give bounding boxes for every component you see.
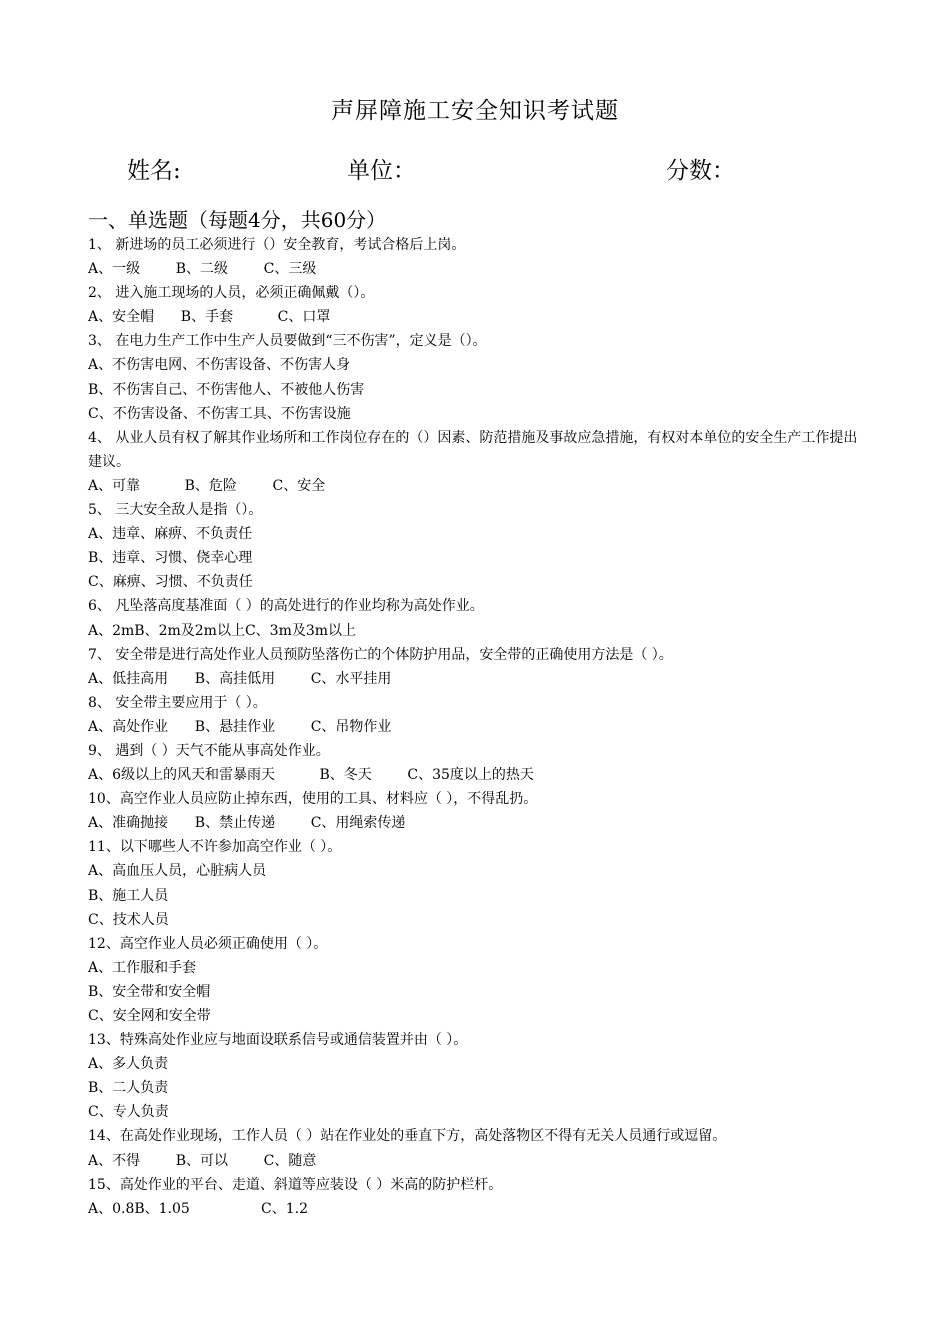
question-item	[88, 643, 868, 691]
name-label: 姓名:	[127, 158, 181, 184]
question-stem: 6、 凡坠落高度基准面（ ）的高处进行的作业均称为高处作业。	[88, 598, 484, 615]
question-options: A、不得 B、可以 C、随意	[88, 1152, 317, 1169]
section-title: 一、单选题（每题4分，共60分）	[88, 208, 387, 232]
question-stem: 1、 新进场的员工必须进行（）安全教育，考试合格后上岗。	[88, 237, 466, 253]
question-item	[88, 233, 868, 281]
question-options: C、专人负责	[88, 1104, 169, 1121]
question-options: A、高处作业 B、悬挂作业 C、吊物作业	[88, 718, 392, 735]
question-stem: 15、高处作业的平台、走道、斜道等应装设（ ）米高的防护栏杆。	[88, 1176, 503, 1193]
question-options: A、低挂高用 B、高挂低用 C、水平挂用	[88, 670, 392, 687]
question-stem: 9、 遇到（ ）天气不能从事高处作业。	[88, 742, 330, 759]
score-label: 分数：	[666, 158, 735, 184]
question-options: A、安全帽 B、手套 C、口罩	[88, 309, 331, 326]
question-item	[88, 594, 868, 642]
question-item	[88, 498, 868, 594]
question-item	[88, 281, 868, 329]
question-item	[88, 739, 868, 787]
question-options: A、违章、麻痹、不负责任	[88, 526, 253, 543]
question-stem: 4、 从业人员有权了解其作业场所和工作岗位存在的（）因素、防范措施及事故应急措施，有权对本单位的安全生产工作提出建议。	[88, 429, 858, 470]
question-stem: 7、 安全带是进行高处作业人员预防坠落伤亡的个体防护用品，安全带的正确使用方法是（ ）。	[88, 646, 673, 663]
question-item	[88, 691, 868, 739]
question-options: C、技术人员	[88, 911, 169, 928]
question-options: A、一级 B、二级 C、三级	[88, 261, 317, 278]
question-options: C、麻痹、习惯、不负责任	[88, 574, 253, 591]
question-stem: 13、特殊高处作业应与地面设联系信号或通信装置并由（ ）。	[88, 1032, 468, 1049]
question-options: A、高血压人员，心脏病人员	[88, 863, 267, 880]
question-stem: 14、在高处作业现场，工作人员（ ）站在作业处的垂直下方，高处落物区不得有无关人员通行或逗留。	[88, 1128, 727, 1145]
question-stem: 11、以下哪些人不许参加高空作业（ ）。	[88, 839, 342, 856]
question-options: A、准确抛接 B、禁止传递 C、用绳索传递	[88, 815, 406, 832]
question-list	[88, 233, 868, 1221]
question-options: B、安全带和安全帽	[88, 983, 211, 1000]
question-options: C、安全网和安全带	[88, 1008, 211, 1024]
question-stem: 8、 安全带主要应用于（ ）。	[88, 694, 267, 711]
question-options: B、不伤害自己、不伤害他人、不被他人伤害	[88, 381, 365, 398]
question-item	[88, 835, 868, 931]
question-options: A、可靠 B、危险 C、安全	[88, 477, 326, 494]
question-options: A、不伤害电网、不伤害设备、不伤害人身	[88, 357, 351, 374]
question-options: B、二人负责	[88, 1080, 169, 1097]
question-stem: 2、 进入施工现场的人员，必须正确佩戴（）。	[88, 285, 375, 302]
question-stem: 12、高空作业人员必须正确使用（ ）。	[88, 935, 328, 952]
question-options: B、违章、习惯、侥幸心理	[88, 550, 253, 567]
question-stem: 5、 三大安全敌人是指（）。	[88, 502, 263, 519]
question-options: C、不伤害设备、不伤害工具、不伤害设施	[88, 405, 351, 422]
question-options: A、工作服和手套	[88, 959, 197, 976]
question-stem: 10、高空作业人员应防止掉东西，使用的工具、材料应（ ），不得乱扔。	[88, 791, 538, 808]
question-item	[88, 1173, 868, 1221]
question-stem: 3、 在电力生产工作中生产人员要做到“三不伤害”，定义是（）。	[88, 333, 487, 350]
question-options: A、6级以上的风天和雷暴雨天 B、冬天 C、35度以上的热天	[88, 767, 534, 784]
question-options: A、2mB、2m及2m以上C、3m及3m以上	[88, 622, 357, 639]
question-item	[88, 1028, 868, 1124]
unit-label: 单位：	[347, 158, 416, 184]
question-options: A、多人负责	[88, 1056, 169, 1073]
question-options: A、0.8B、1.05 C、1.2	[88, 1200, 309, 1217]
question-item	[88, 787, 868, 835]
question-item	[88, 329, 868, 425]
exam-title: 声屏障施工安全知识考试题	[331, 98, 619, 124]
question-options: B、施工人员	[88, 887, 169, 904]
question-item	[88, 426, 868, 498]
question-item	[88, 1124, 868, 1172]
question-item	[88, 932, 868, 1028]
